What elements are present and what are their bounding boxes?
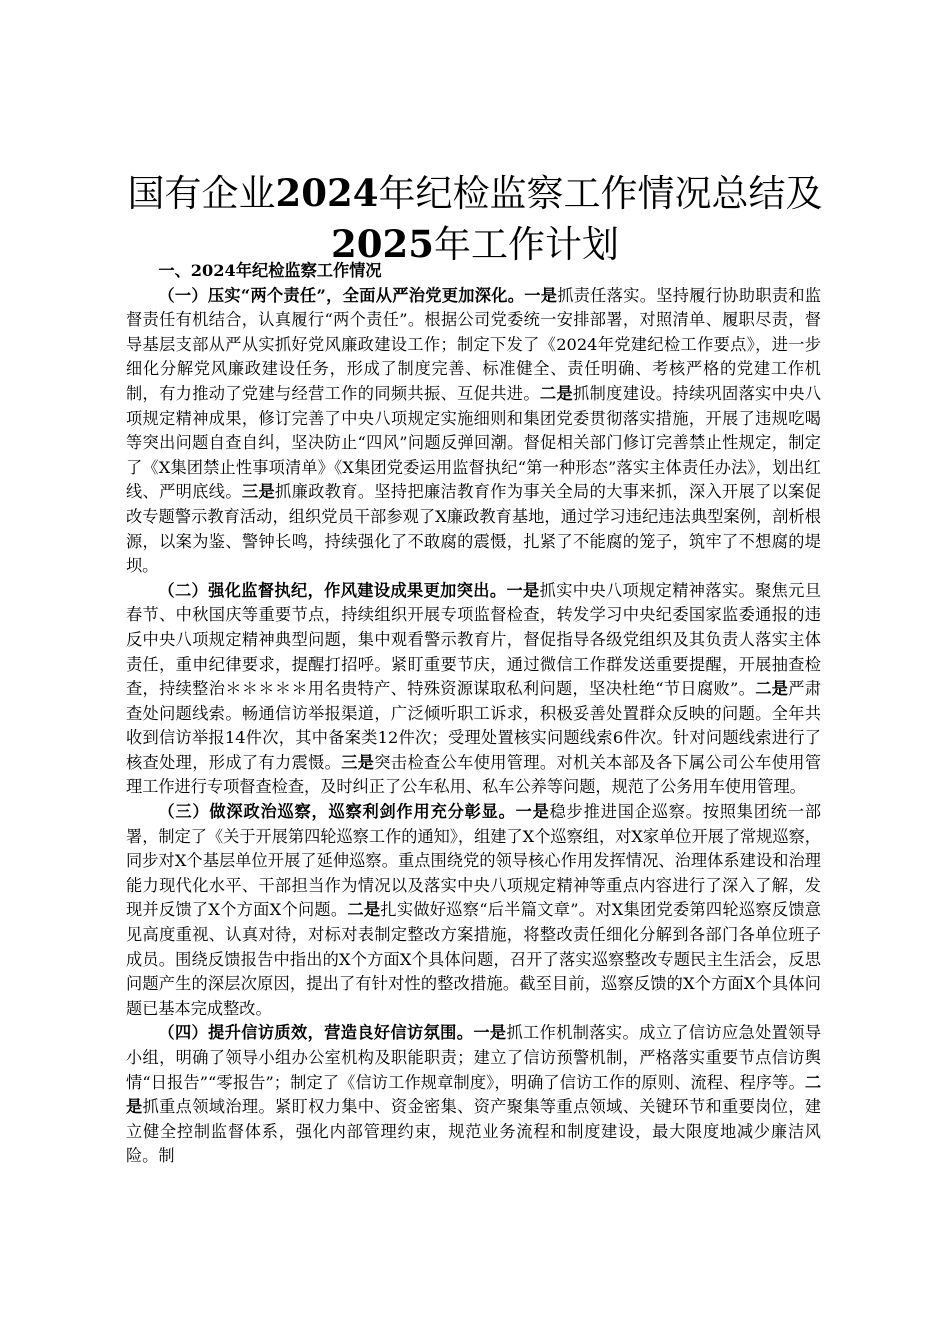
title-year: 2025 <box>331 222 434 266</box>
keyword: 一是 <box>524 285 558 305</box>
keyword: 一是 <box>473 1023 507 1043</box>
paragraph-text: 抓责任落实。坚持履行协助职责和监督责任有机结合，认真履行“两个责任”。根据公司党委统一安排部署，对照清单、履职尽责，督导基层支部从严从实抓好党风廉政建设工作；制定下发了《2024年党建纪检工作要点》，进一步细化分解党风廉政建设任务，形成了制度完善、标准健全、责任明确、考核严格的党建工作机制，有力推动了党建与经营工作的同频共振、互促共进。 <box>126 285 822 403</box>
paragraph-lead: （三）做深政治巡察，巡察利剑作用充分彰显。 <box>158 802 516 822</box>
keyword: 二是 <box>539 383 574 403</box>
paragraph-text: 严肃查处问题线索。畅通信访举报渠道，广泛倾听职工诉求，积极妥善处置群众反映的问题。全年共收到信访举报14件次，其中备案类12件次；受理处置核实问题线索6件次。针对问题线索进行了核查处理，形成了有力震慑。 <box>126 679 821 772</box>
section-heading: 一、2024年纪检监察工作情况 <box>158 261 382 280</box>
paragraph-text: 抓制度建设。持续巩固落实中央八项规定精神成果，修订完善了中央八项规定实施细则和集团党委贯彻落实措施，开展了违规吃喝等突出问题自查自纠，坚决防止“四风”问题反弹回潮。督促相关部门修订完善禁止性规定，制定了《X集团禁止性事项清单》《X集团党委运用监督执纪“第一种形态”落实主体责任办法》，划出红线、严明底线。 <box>126 383 822 502</box>
paragraph-3 <box>126 800 821 1021</box>
paragraph-text: 抓实中央八项规定精神落实。聚焦元旦春节、中秋国庆等重要节点，持续组织开展专项监督检查，转发学习中央纪委国家监委通报的违反中央八项规定精神典型问题，集中观看警示教育片，督促指导各级党组织及其负责人落实主体责任，重申纪律要求，提醒打招呼。紧盯重要节庆，通过微信工作群发送重要提醒，开展抽查检查，持续整治＊＊＊＊＊用名贵特产、特殊资源谋取私利问题，坚决杜绝“节日腐败”。 <box>126 580 822 699</box>
keyword: 一是 <box>506 580 540 600</box>
paragraph-text: 稳步推进国企巡察。按照集团统一部署，制定了《关于开展第四轮巡察工作的通知》，组建了X个巡察组，对X家单位开展了常规巡察，同步对X个基层单位开展了延伸巡察。重点围绕党的领导核心作用发挥情况、治理体系建设和治理能力现代化水平、干部担当作为情况以及落实中央八项规定精神等重点内容进行了深入了解，发现并反馈了X个方面X个问题。 <box>126 802 822 920</box>
paragraph-lead: （二）强化监督执纪，作风建设成果更加突出。 <box>158 580 507 600</box>
title-part: 国有企业 <box>127 172 276 215</box>
paragraph-text: 抓廉政教育。坚持把廉洁教育作为事关全局的大事来抓，深入开展了以案促改专题警示教育活动，组织党员干部参观了X廉政教育基地，通过学习违纪违法典型案例，剖析根源，以案为鉴、警钟长鸣，持续强化了不敢腐的震慑，扎紧了不能腐的笼子，筑牢了不想腐的堤坝。 <box>126 482 822 576</box>
paragraph-lead: （四）提升信访质效，营造良好信访氛围。 <box>158 1023 474 1043</box>
paragraph-1 <box>126 284 821 579</box>
title-year: 2024 <box>275 171 379 215</box>
paragraph-text: 抓工作机制落实。成立了信访应急处置领导小组，明确了领导小组办公室机构及职能职责；建立了信访预警机制，严格落实重要节点信访舆情“日报告”“零报告”；制定了《信访工作规章制度》，明确了信访工作的原则、流程、程序等。 <box>126 1023 822 1092</box>
paragraph-text: 扎实做好巡察“后半篇文章”。对X集团党委第四轮巡察反馈意见高度重视、认真对待，对标对表制定整改方案措施，将整改责任细化分解到各部门各单位班子成员。围绕反馈报告中指出的X个方面X个具体问题，召开了落实巡察整改专题民主生活会，反思问题产生的深层次原因，提出了有针对性的整改措施。截至目前，巡察反馈的X个方面X个具体问题已基本完成整改。 <box>126 900 821 1018</box>
keyword: 三是 <box>341 752 375 772</box>
keyword: 二是 <box>126 1072 821 1117</box>
paragraph-lead: （一）压实“两个责任”，全面从严治党更加深化。 <box>158 285 525 305</box>
document-title <box>100 168 850 270</box>
document-body <box>126 259 821 1169</box>
keyword: 二是 <box>755 679 789 699</box>
title-part: 年工作计划 <box>433 223 619 266</box>
keyword: 二是 <box>347 900 381 920</box>
keyword: 一是 <box>515 802 550 822</box>
keyword: 三是 <box>241 482 276 502</box>
paragraph-4 <box>126 1021 821 1169</box>
paragraph-text: 突击检查公车使用管理。对机关本部及各下属公司公车使用管理工作进行专项督查检查，及时纠正了公车私用、私车公养等问题，规范了公务用车使用管理。 <box>126 752 822 797</box>
title-part: 年纪检监察工作情况总结及 <box>378 172 823 215</box>
paragraph-2 <box>126 579 821 800</box>
paragraph-text: 抓重点领域治理。紧盯权力集中、资金密集、资产聚集等重点领域、关键环节和重要岗位，建立健全控制监督体系，强化内部管理约束，规范业务流程和制度建设，最大限度地减少廉洁风险。制 <box>126 1097 822 1166</box>
